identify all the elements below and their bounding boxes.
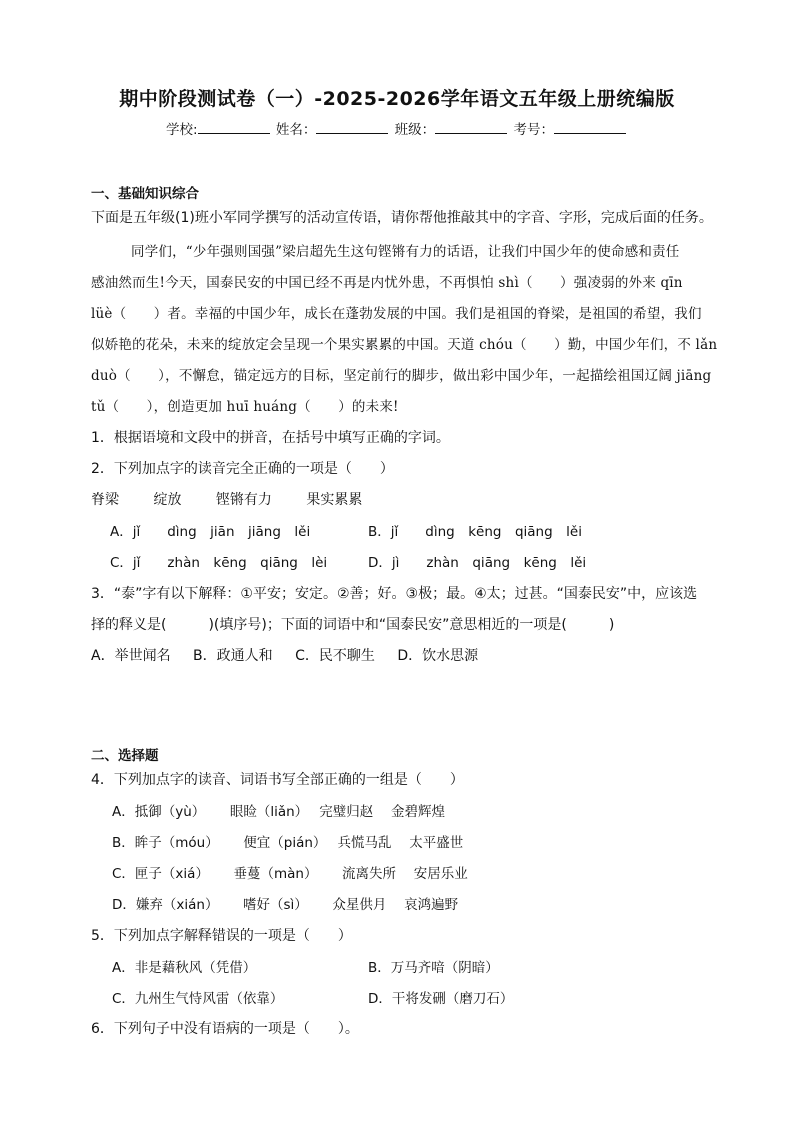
q4-option-d[interactable]: D．嫌弃（xián） 嗜好（sì） 众星供月 哀鸿遍野 xyxy=(112,897,459,913)
q3-option-c[interactable]: C．民不聊生 xyxy=(295,648,375,664)
name-blank[interactable] xyxy=(316,121,388,134)
question-3-options xyxy=(91,645,496,665)
question-1: 1．根据语境和文段中的拼音，在括号中填写正确的字词。 xyxy=(91,430,450,446)
q5-option-c[interactable]: C．九州生气恃风雷（依靠） xyxy=(112,991,284,1007)
question-3-line-2: 择的释义是( )(填序号)；下面的词语中和“国泰民安”意思相近的一项是( ) xyxy=(91,617,615,633)
q5-option-b[interactable]: B．万马齐喑（阴暗） xyxy=(368,960,499,976)
q2-option-b[interactable]: B．jǐ dìng kēng qiāng lěi xyxy=(368,524,582,540)
section-heading-1: 一、基础知识综合 xyxy=(91,186,199,202)
school-label: 学校: xyxy=(166,122,198,138)
student-info-line xyxy=(0,118,794,138)
exam-no-blank[interactable] xyxy=(554,121,626,134)
q3-option-a[interactable]: A．举世闻名 xyxy=(91,648,171,664)
exam-no-label: 考号： xyxy=(513,122,554,138)
word-item: 绽放 xyxy=(153,492,182,508)
school-blank[interactable] xyxy=(198,121,270,134)
q3-option-d[interactable]: D．饮水思源 xyxy=(397,648,479,664)
q5-option-a[interactable]: A．非是藉秋风（凭借） xyxy=(112,960,257,976)
question-5-stem: 5．下列加点字解释错误的一项是（ ） xyxy=(91,928,352,944)
passage-line-1: 同学们，“少年强则国强”梁启超先生这句铿锵有力的话语，让我们中国少年的使命感和责任 xyxy=(131,244,680,260)
word-item: 铿锵有力 xyxy=(215,492,272,508)
passage-line-5: duò（ ），不懈怠，锚定远方的目标，坚定前行的脚步，做出彩中国少年，一起描绘祖国辽阔 jiāng xyxy=(91,368,712,384)
q2-option-a[interactable]: A．jǐ dìng jiān jiāng lěi xyxy=(110,524,311,540)
class-label: 班级： xyxy=(394,122,436,138)
section-heading-2: 二、选择题 xyxy=(91,748,159,764)
question-2-words xyxy=(91,489,392,509)
class-blank[interactable] xyxy=(435,121,507,134)
question-2-stem: 2．下列加点字的读音完全正确的一项是（ ） xyxy=(91,461,394,477)
q4-option-c[interactable]: C．匣子（xiá） 垂蔓（màn） 流离失所 安居乐业 xyxy=(112,866,468,882)
q5-option-d[interactable]: D．干将发硎（磨刀石） xyxy=(368,991,514,1007)
word-item: 果实累累 xyxy=(306,492,363,508)
name-label: 姓名： xyxy=(275,122,317,138)
passage-line-6: tǔ（ ），创造更加 huī huáng（ ）的未来! xyxy=(91,399,399,415)
q2-option-c[interactable]: C．jǐ zhàn kēng qiāng lèi xyxy=(110,555,328,571)
q3-option-b[interactable]: B．政通人和 xyxy=(193,648,273,664)
section1-intro: 下面是五年级(1)班小军同学撰写的活动宣传语，请你帮他推敲其中的字音、字形，完成后面的任务。 xyxy=(91,210,713,226)
question-6-stem: 6．下列句子中没有语病的一项是（ ）。 xyxy=(91,1021,359,1037)
question-4-stem: 4．下列加点字的读音、词语书写全部正确的一组是（ ） xyxy=(91,772,464,788)
passage-line-4: 似娇艳的花朵，未来的绽放定会呈现一个果实累累的中国。天道 chóu（ ）勤，中国少年们，不 lǎn xyxy=(91,337,718,353)
question-3-line-1: 3．“泰”字有以下解释：①平安；安定。②善；好。③极；最。④太；过甚。“国泰民安”中，应该选 xyxy=(91,586,698,602)
q4-option-b[interactable]: B．眸子（móu） 便宜（pián） 兵慌马乱 太平盛世 xyxy=(112,835,464,851)
q2-option-d[interactable]: D．jì zhàn qiāng kēng lěi xyxy=(368,555,587,571)
word-item: 脊梁 xyxy=(91,492,119,508)
q4-option-a[interactable]: A．抵御（yù） 眼睑（liǎn） 完璧归赵 金碧辉煌 xyxy=(112,804,445,820)
passage-line-3: lüè（ ）者。幸福的中国少年，成长在蓬勃发展的中国。我们是祖国的脊梁，是祖国的希望，我们 xyxy=(91,306,702,322)
passage-line-2: 感油然而生!今天，国泰民安的中国已经不再是内忧外患，不再惧怕 shì（ ）强凌弱的外来 qīn xyxy=(91,275,683,291)
page-title: 期中阶段测试卷（一）-2025-2026学年语文五年级上册统编版 xyxy=(119,88,675,110)
